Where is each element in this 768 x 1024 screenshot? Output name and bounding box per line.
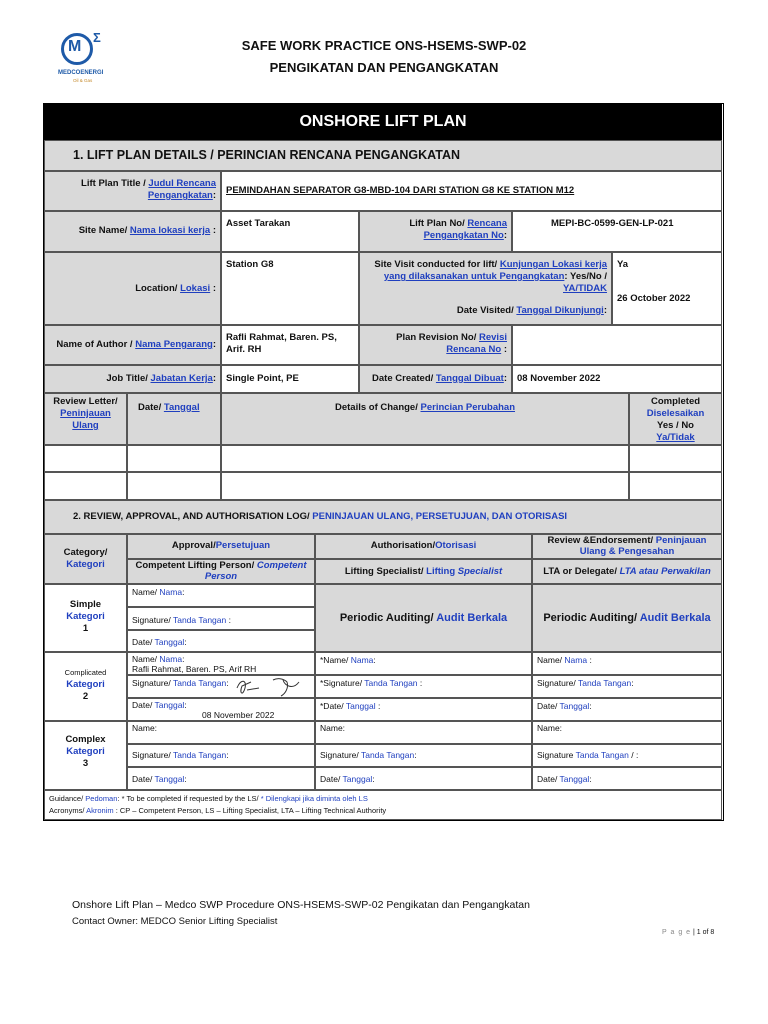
completed-header	[629, 393, 722, 445]
review-endorsement-header-en: Review &Endorsement/	[547, 535, 654, 546]
acronyms-label-en: Acronyms/	[49, 806, 85, 815]
complicated-lta-name-field[interactable]: Name/ Nama :	[532, 652, 722, 675]
date-visited-value: 26 October 2022	[617, 293, 691, 304]
form-title: ONSHORE LIFT PLAN	[44, 104, 722, 140]
date-header-id: Tanggal	[163, 402, 200, 413]
site-name-label-id: Nama lokasi kerja	[129, 225, 211, 236]
revision-label: Plan Revision No/ Revisi Rencana No :	[359, 325, 512, 365]
complex-lta-signature-field[interactable]: Signature Tanda Tangan / :	[532, 744, 722, 767]
complex-date-label-id: Tanggal	[154, 774, 185, 784]
lift-plan-title-value[interactable]: PEMINDAHAN SEPARATOR G8-MBD-104 DARI STATION G8 KE STATION M12	[221, 171, 722, 211]
logo-name: MEDCOENERGI	[58, 70, 104, 76]
complicated-signature-field[interactable]: Signature/ Tanda Tangan:	[127, 675, 315, 698]
lift-plan-no-label: Lift Plan No/ Rencana Pengangkatan No:	[359, 211, 512, 252]
site-name-label-en: Site Name/	[78, 225, 128, 236]
site-name-value[interactable]: Asset Tarakan	[221, 211, 359, 252]
location-value[interactable]: Station G8	[221, 252, 359, 325]
complicated-name-field[interactable]: Name/ Nama: Rafli Rahmat, Baren. PS, Arif RH	[127, 652, 315, 675]
site-visit-label-id: Kunjungan Lokasi kerja yang dilaksanakan untuk Pengangkatan	[383, 259, 607, 282]
rev-row2-completed[interactable]	[629, 472, 722, 500]
guidance-text-id: * Dilengkapi jika diminta oleh LS	[260, 794, 368, 803]
review-endorsement-header-id: Peninjauan Ulang & Pengesahan	[579, 535, 707, 557]
section2-heading	[44, 500, 722, 534]
simple-periodic-auditing-ls	[315, 584, 532, 652]
date-header-en: Date/	[138, 402, 162, 413]
site-name-label: Site Name/ Nama lokasi kerja :	[44, 211, 221, 252]
complicated-date-value: 08 November 2022	[202, 710, 275, 720]
signature-scribble-icon	[233, 676, 308, 698]
author-label-en: Name of Author /	[56, 339, 133, 350]
lifting-specialist-header-id: Lifting	[426, 566, 456, 577]
complicated-ls-name-label-id: Nama	[350, 655, 374, 665]
guidance-label-id: Pedoman	[85, 794, 118, 803]
review-letter-header-en: Review Letter/	[53, 396, 118, 407]
simple-date-label-id: Tanggal	[154, 637, 185, 647]
completed-yesno-id: Ya/Tidak	[656, 432, 695, 443]
lift-plan-no-label-en: Lift Plan No/	[409, 218, 465, 229]
complicated-ls-name-label-en: *Name/	[320, 655, 349, 665]
details-header-id: Perincian Perubahan	[420, 402, 516, 413]
lifting-specialist-header-en: Lifting Specialist/	[344, 566, 424, 577]
competent-person-header-id: Competent Person	[204, 560, 307, 582]
category-simple-kategori: Kategori	[66, 611, 105, 622]
revision-label-en: Plan Revision No/	[396, 332, 477, 343]
category-complex-en: Complex	[65, 734, 106, 745]
review-letter-header-id: Peninjauan Ulang	[60, 408, 111, 431]
date-created-value[interactable]: 08 November 2022	[512, 365, 722, 393]
lta-header-id: LTA atau Perwakilan	[619, 566, 711, 577]
category-simple-number: 1	[82, 623, 89, 634]
complicated-lta-signature-field[interactable]: Signature/ Tanda Tangan:	[532, 675, 722, 698]
lift-plan-title-label: Lift Plan Title / Judul Rencana Pengangkatan:	[44, 171, 221, 211]
logo-m-glyph: M	[68, 38, 82, 55]
rev-row2-date[interactable]	[127, 472, 221, 500]
complex-lta-name-label: Name:	[537, 723, 563, 733]
completed-header-en: Completed	[650, 396, 701, 407]
lifting-specialist-header	[315, 559, 532, 584]
lta-header	[532, 559, 722, 584]
category-simple	[44, 584, 127, 652]
simple-date-label-en: Date/	[132, 637, 153, 647]
complex-lta-name-field[interactable]	[532, 721, 722, 744]
complicated-lta-name-label-en: Name/	[537, 655, 563, 665]
details-header-en: Details of Change/	[334, 402, 418, 413]
approval-header-en: Approval/	[171, 540, 216, 551]
complicated-sig-label-en: Signature/	[132, 678, 171, 688]
date-created-label-en: Date Created/	[372, 373, 434, 384]
page-number: 1 of 8	[696, 929, 715, 936]
complex-ls-sig-label-id: Tanda Tangan	[360, 750, 415, 760]
page-label: P a g e	[662, 929, 692, 936]
date-created-label: Date Created/ Tanggal Dibuat:	[359, 365, 512, 393]
date-visited-label: Date Visited/ Tanggal Dikunjungi:	[456, 305, 607, 316]
simple-name-label-en: Name/	[132, 587, 158, 597]
category-complicated	[44, 652, 127, 721]
revision-value[interactable]	[512, 325, 722, 365]
complicated-sig-label-id: Tanda Tangan	[172, 678, 227, 688]
complex-name-field[interactable]	[127, 721, 315, 744]
simple-name-label-id: Nama	[159, 587, 183, 597]
complicated-lta-sig-label-id: Tanda Tangan	[577, 678, 632, 688]
section2-heading-en: 2. REVIEW, APPROVAL, AND AUTHORISATION LOG/	[73, 511, 310, 522]
author-label-id: Nama Pengarang	[135, 339, 213, 350]
category-complicated-number: 2	[82, 691, 89, 702]
lift-plan-title-label-en: Lift Plan Title /	[81, 178, 146, 189]
approval-header	[127, 534, 315, 559]
complex-date-field[interactable]: Date/ Tanggal:	[127, 767, 315, 790]
complicated-ls-date-label-en: *Date/	[320, 701, 344, 711]
simple-sig-label-id: Tanda Tangan	[172, 615, 227, 625]
complex-ls-signature-field[interactable]: Signature/ Tanda Tangan:	[315, 744, 532, 767]
date-visited-label-en: Date Visited/	[456, 305, 514, 316]
complicated-name-value: Rafli Rahmat, Baren. PS, Arif RH	[132, 664, 257, 674]
author-label: Name of Author / Nama Pengarang:	[44, 325, 221, 365]
complicated-date-field[interactable]: Date/ Tanggal: 08 November 2022	[127, 698, 315, 721]
review-letter-header	[44, 393, 127, 445]
revision-label-id: Revisi Rencana No	[446, 332, 507, 355]
authorisation-header	[315, 534, 532, 559]
location-label: Location/ Lokasi :	[44, 252, 221, 325]
rev-row1-letter[interactable]	[44, 445, 127, 472]
simple-date-field[interactable]: Date/ Tanggal:	[127, 630, 315, 652]
lifting-specialist-header-id2: Specialist	[457, 566, 503, 577]
guidance-box	[44, 790, 722, 820]
lift-plan-title-label-id: Judul Rencana Pengangkatan	[147, 178, 216, 201]
section2-heading-id: PENINJAUAN ULANG, PERSETUJUAN, DAN OTORISASI	[312, 511, 568, 522]
complex-sig-label-en: Signature/	[132, 750, 171, 760]
approval-header-id: Persetujuan	[215, 540, 271, 551]
site-visit-value: Ya	[617, 259, 629, 270]
category-complicated-en: Complicated	[64, 668, 107, 677]
complicated-date-label-id: Tanggal	[154, 700, 185, 710]
complicated-lta-name-label-id: Nama	[564, 655, 588, 665]
simple-periodic-auditing-lta	[532, 584, 722, 652]
logo-sub: Oil & Gas	[73, 78, 93, 83]
complicated-date-label-en: Date/	[132, 700, 153, 710]
job-title-value[interactable]: Single Point, PE	[221, 365, 359, 393]
date-visited-label-id: Tanggal Dikunjungi	[516, 305, 604, 316]
location-label-id: Lokasi	[180, 283, 211, 294]
category-simple-en: Simple	[69, 599, 102, 610]
category-complicated-kategori: Kategori	[66, 679, 105, 690]
site-visit-label-en: Site Visit conducted for lift/	[374, 259, 498, 270]
complex-sig-label-id: Tanda Tangan	[172, 750, 227, 760]
complex-ls-date-label-en: Date/	[320, 774, 341, 784]
category-header-id: Kategori	[66, 559, 105, 570]
complex-ls-date-label-id: Tanggal	[342, 774, 373, 784]
category-header-en: Category/	[63, 547, 108, 558]
category-header	[44, 534, 127, 584]
job-title-label-id: Jabatan Kerja	[150, 373, 213, 384]
details-header	[221, 393, 629, 445]
complex-ls-sig-label-en: Signature/	[320, 750, 359, 760]
site-visit-yesno-id: YA/TIDAK	[563, 283, 607, 294]
rev-row1-details[interactable]	[221, 445, 629, 472]
site-visit-value-cell[interactable]	[612, 252, 722, 325]
complicated-ls-sig-label-en: *Signature/	[320, 678, 363, 688]
date-created-label-id: Tanggal Dibuat	[435, 373, 504, 384]
simple-sig-label-en: Signature/	[132, 615, 171, 625]
complicated-ls-date-label-id: Tanggal	[345, 701, 376, 711]
category-complex	[44, 721, 127, 790]
complex-name-label: Name:	[132, 723, 158, 733]
completed-header-id: Diselesaikan	[646, 408, 705, 419]
complicated-name-label-en: Name/	[132, 654, 158, 664]
complicated-lta-date-label-id: Tanggal	[559, 701, 590, 711]
complicated-ls-signature-field[interactable]: *Signature/ Tanda Tangan :	[315, 675, 532, 698]
acronyms-label-id: Akronim	[86, 806, 114, 815]
complex-lta-date-label-id: Tanggal	[559, 774, 590, 784]
category-complex-number: 3	[82, 758, 89, 769]
complex-date-label-en: Date/	[132, 774, 153, 784]
complicated-lta-sig-label-en: Signature/	[537, 678, 576, 688]
complicated-ls-date-field[interactable]: *Date/ Tanggal :	[315, 698, 532, 721]
complex-lta-date-field[interactable]: Date/ Tanggal:	[532, 767, 722, 790]
guidance-line	[49, 793, 717, 805]
footer-line2: Contact Owner: MEDCO Senior Lifting Specialist	[72, 916, 278, 927]
simple-signature-field[interactable]: Signature/ Tanda Tangan :	[127, 607, 315, 630]
complicated-name-label-id: Nama	[159, 654, 183, 664]
lift-plan-no-value[interactable]: MEPI-BC-0599-GEN-LP-021	[512, 211, 722, 252]
location-label-en: Location/	[135, 283, 178, 294]
acronyms-text: : CP – Competent Person, LS – Lifting Specialist, LTA – Lifting Technical Authority	[115, 806, 387, 815]
complicated-lta-date-field[interactable]: Date/ Tanggal:	[532, 698, 722, 721]
lift-plan-no-label-id: Rencana Pengangkatan No	[423, 218, 507, 241]
complex-lta-sig-label-en: Signature	[537, 750, 574, 760]
complex-ls-name-field[interactable]	[315, 721, 532, 744]
complicated-lta-date-label-en: Date/	[537, 701, 558, 711]
author-value[interactable]: Rafli Rahmat, Baren. PS, Arif. RH	[221, 325, 359, 365]
guidance-text-en: : * To be completed if requested by the LS/	[117, 794, 259, 803]
complex-ls-name-label: Name:	[320, 723, 346, 733]
complex-lta-sig-label-id: Tanda Tangan	[575, 750, 629, 760]
complex-ls-date-field[interactable]: Date/ Tanggal:	[315, 767, 532, 790]
site-visit-yesno-en: Yes/No /	[570, 271, 607, 282]
footer-line1: Onshore Lift Plan – Medco SWP Procedure ONS-HSEMS-SWP-02 Pengikatan dan Pengangkatan	[72, 899, 530, 911]
site-visit-label: Site Visit conducted for lift/ Kunjungan Lokasi kerja yang dilaksanakan untuk Pengangkatan: Yes/No / YA/TIDAK Date Visited/ Tanggal Dikunjungi:	[359, 252, 612, 325]
simple-periodic-lta-en: Periodic Auditing/	[543, 612, 638, 624]
simple-name-field[interactable]: Name/ Nama:	[127, 584, 315, 607]
section1-heading: 1. LIFT PLAN DETAILS / PERINCIAN RENCANA PENGANGKATAN	[44, 140, 722, 171]
complex-signature-field[interactable]: Signature/ Tanda Tangan:	[127, 744, 315, 767]
job-title-label-en: Job Title/	[106, 373, 148, 384]
rev-row1-completed[interactable]	[629, 445, 722, 472]
simple-periodic-ls-en: Periodic Auditing/	[339, 612, 434, 624]
rev-row1-date[interactable]	[127, 445, 221, 472]
completed-yesno-en: Yes / No	[657, 420, 694, 431]
rev-row2-letter[interactable]	[44, 472, 127, 500]
competent-person-header-en: Competent Lifting Person/	[135, 560, 255, 571]
job-title-label: Job Title/ Jabatan Kerja:	[44, 365, 221, 393]
authorisation-header-id: Otorisasi	[435, 540, 477, 551]
footer-page: P a g e | 1 of 8	[662, 929, 715, 936]
header-line1: SAFE WORK PRACTICE ONS-HSEMS-SWP-02	[241, 38, 527, 53]
simple-periodic-ls-id: Audit Berkala	[436, 612, 508, 624]
competent-person-header	[127, 559, 315, 584]
review-endorsement-header	[532, 534, 722, 559]
date-header	[127, 393, 221, 445]
lta-header-en: LTA or Delegate/	[543, 566, 617, 577]
complicated-ls-name-field[interactable]: *Name/ Nama:	[315, 652, 532, 675]
authorisation-header-en: Authorisation/	[370, 540, 436, 551]
complicated-ls-sig-label-id: Tanda Tangan	[364, 678, 418, 688]
guidance-label-en: Guidance/	[49, 794, 84, 803]
logo-sigma-glyph: Σ	[93, 30, 101, 45]
lift-plan-form	[43, 103, 724, 821]
complex-lta-date-label-en: Date/	[537, 774, 558, 784]
acronyms-line	[49, 805, 717, 817]
header-line2: PENGIKATAN DAN PENGANGKATAN	[269, 60, 499, 75]
category-complex-kategori: Kategori	[66, 746, 105, 757]
simple-periodic-lta-id: Audit Berkala	[639, 612, 711, 624]
rev-row2-details[interactable]	[221, 472, 629, 500]
